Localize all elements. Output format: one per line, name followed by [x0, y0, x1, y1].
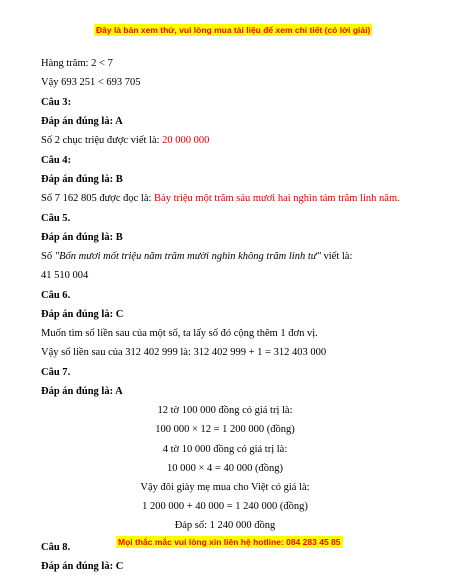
q4-explanation: Số 7 162 805 được đọc là: Bảy triệu một trăm sáu mươi hai nghìn tám trăm linh năm.: [41, 193, 400, 204]
q5-explanation: Số "Bốn mươi mốt triệu năm trăm mười nghìn không trăm linh tư" viết là:: [41, 251, 353, 262]
q6-rule: Muốn tìm số liền sau của một số, ta lấy số đó cộng thêm 1 đơn vị.: [41, 328, 318, 339]
q5-answer: Đáp án đúng là: B: [41, 232, 123, 243]
hotline-banner: Mọi thắc mắc vui lòng xin liên hệ hotline: 084 283 45 85: [118, 537, 341, 547]
q4-answer: Đáp án đúng là: B: [41, 174, 123, 185]
q4-heading: Câu 4:: [41, 155, 72, 166]
q3-answer: Đáp án đúng là: A: [41, 116, 123, 127]
q8-heading: Câu 8.: [41, 542, 71, 553]
q7-solution-line: 4 tờ 10 000 đồng có giá trị là:: [162, 444, 288, 455]
q7-solution-line: 100 000 × 12 = 1 200 000 (đồng): [155, 424, 295, 435]
q3-heading: Câu 3:: [41, 97, 72, 108]
comparison-result: Vậy 693 251 < 693 705: [41, 77, 141, 88]
q7-solution-line: 10 000 × 4 = 40 000 (đồng): [167, 463, 283, 474]
preview-notice-banner: Đây là bản xem thử, vui lòng mua tài liệu để xem chi tiết (có lời giải): [96, 25, 371, 35]
q5-heading: Câu 5.: [41, 213, 71, 224]
q6-answer: Đáp án đúng là: C: [41, 309, 124, 320]
q8-answer: Đáp án đúng là: C: [41, 561, 124, 572]
q5-value: 41 510 004: [41, 270, 89, 281]
q3-highlight: 20 000 000: [162, 135, 210, 146]
q7-heading: Câu 7.: [41, 367, 71, 378]
q6-result: Vậy số liền sau của 312 402 999 là: 312 402 999 + 1 = 312 403 000: [41, 347, 327, 358]
hundreds-comparison: Hàng trăm: 2 < 7: [41, 58, 113, 69]
q7-solution-line: Vậy đôi giày mẹ mua cho Việt có giá là:: [140, 482, 310, 493]
q7-final-answer: Đáp số: 1 240 000 đồng: [174, 520, 276, 531]
q7-answer: Đáp án đúng là: A: [41, 386, 123, 397]
q7-solution-line: 1 200 000 + 40 000 = 1 240 000 (đồng): [142, 501, 308, 512]
q6-heading: Câu 6.: [41, 290, 71, 301]
q7-solution-line: 12 tờ 100 000 đồng có giá trị là:: [157, 405, 293, 416]
q5-quote: "Bốn mươi mốt triệu năm trăm mười nghìn không trăm linh tư": [54, 251, 321, 262]
q4-highlight: Bảy triệu một trăm sáu mươi hai nghìn tám trăm linh năm.: [154, 193, 400, 204]
q3-explanation: Số 2 chục triệu được viết là: 20 000 000: [41, 135, 210, 146]
